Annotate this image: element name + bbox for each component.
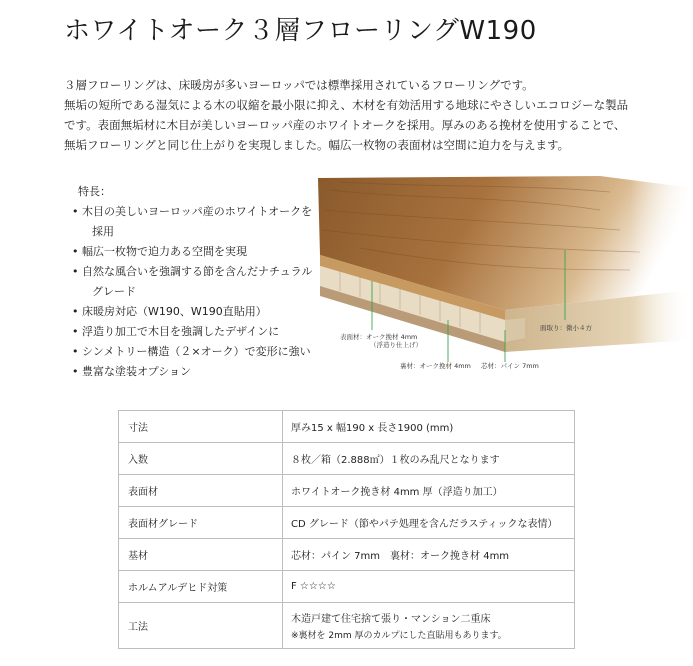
spec-label: ホルムアルデヒド対策 [119, 571, 283, 603]
table-row [119, 475, 575, 507]
table-row [119, 539, 575, 571]
spec-label: 表面材 [119, 475, 283, 507]
caption-surface-finish: （浮造り仕上げ） [370, 341, 422, 349]
table-row [119, 571, 575, 603]
spec-value: 木造戸建て住宅捨て張り・マンション二重床 ※裏材を 2mm 厚のカルプにした直貼用もあります。 [283, 603, 575, 649]
intro-line: ３層フローリングは、床暖房が多いヨーロッパでは標準採用されているフローリングです。 [64, 78, 534, 92]
spec-value: 芯材：パイン 7mm 裏材：オーク挽き材 4mm [283, 539, 575, 571]
spec-label: 寸法 [119, 411, 283, 443]
intro-line: です。表面無垢材に木目が美しいヨーロッパ産のホワイトオークを採用。厚みのある挽材を使用することで、 [64, 118, 626, 132]
spec-value: F ☆☆☆☆ [283, 571, 575, 603]
spec-value: 厚み15 x 幅190 x 長さ1900 (mm) [283, 411, 575, 443]
table-row [119, 443, 575, 475]
feature-item: • 幅広一枚物で迫力ある空間を実現 [72, 242, 312, 262]
caption-core: 芯材：パイン 7mm [481, 362, 539, 370]
features-heading: 特長： [78, 185, 111, 198]
spec-label: 入数 [119, 443, 283, 475]
feature-item: • シンメトリー構造（２×オーク）で変形に強い [72, 342, 312, 362]
spec-label: 工法 [119, 603, 283, 649]
spec-table [118, 410, 575, 649]
spec-note: ※裏材を 2mm 厚のカルプにした直貼用もあります。 [291, 631, 507, 641]
page-title: ホワイトオーク３層フローリングW190 [64, 16, 537, 46]
intro-line: 無垢の短所である湿気による木の収縮を最小限に抑え、木材を有効活用する地球にやさしいエコロジーな製品 [64, 98, 629, 112]
feature-item: • 浮造り加工で木目を強調したデザインに [72, 322, 312, 342]
spec-label: 基材 [119, 539, 283, 571]
spec-value: ８枚／箱（2.888㎡）１枚のみ乱尺となります [283, 443, 575, 475]
spec-value: ホワイトオーク挽き材 4mm 厚（浮造り加工） [283, 475, 575, 507]
feature-item: • 木目の美しいヨーロッパ産のホワイトオークを 採用 [72, 202, 312, 242]
flooring-cross-section-illustration [300, 170, 693, 380]
table-row [119, 507, 575, 539]
feature-item: • 床暖房対応（W190、W190直貼用） [72, 302, 312, 322]
feature-item: • 自然な風合いを強調する節を含んだナチュラル グレード [72, 262, 312, 302]
table-row [119, 603, 575, 649]
feature-item: • 豊富な塗装オプション [72, 362, 312, 382]
caption-back: 裏材：オーク挽材 4mm [400, 362, 471, 370]
table-row [119, 411, 575, 443]
caption-surface: 表面材：オーク挽材 4mm [340, 333, 418, 341]
caption-chamfer: 面取り：微小４方 [540, 324, 592, 332]
intro-line: 無垢フローリングと同じ仕上がりを実現しました。幅広一枚物の表面材は空間に迫力を与えます。 [64, 138, 570, 152]
spec-value: CD グレード（節やパテ処理を含んだラスティックな表情） [283, 507, 575, 539]
features-list [72, 182, 312, 382]
spec-label: 表面材グレード [119, 507, 283, 539]
intro-text [64, 75, 664, 155]
